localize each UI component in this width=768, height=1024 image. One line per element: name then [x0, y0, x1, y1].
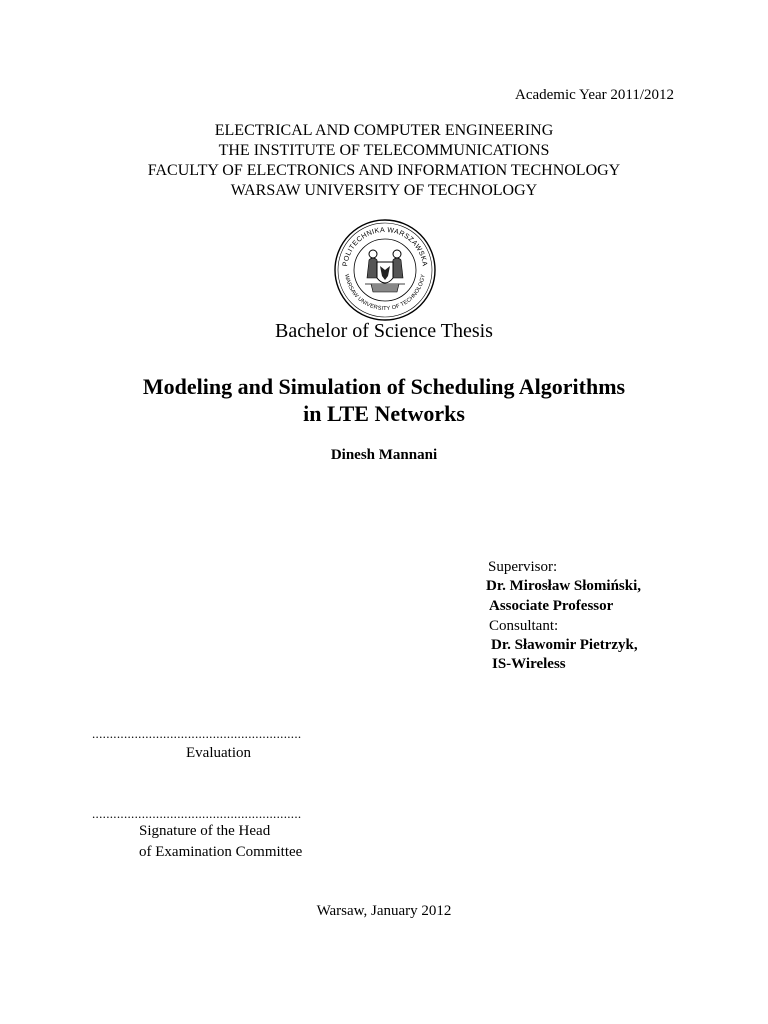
svg-text:WARSAW UNIVERSITY OF TECHNOLOG: WARSAW UNIVERSITY OF TECHNOLOGY [343, 273, 427, 313]
institute-line: THE INSTITUTE OF TELECOMMUNICATIONS [218, 142, 550, 159]
svg-text:POLITECHNIKA WARSZAWSKA: POLITECHNIKA WARSZAWSKA [342, 226, 428, 267]
thesis-title-line1: Modeling and Simulation of Scheduling Algorithms [142, 374, 626, 399]
supervisor-label: Supervisor: [488, 559, 558, 575]
consultant-organization: IS-Wireless [492, 656, 566, 672]
thesis-type: Bachelor of Science Thesis [275, 320, 493, 342]
supervisor-title: Associate Professor [489, 598, 614, 614]
academic-year: Academic Year 2011/2012 [515, 87, 674, 103]
place-and-date: Warsaw, January 2012 [316, 903, 452, 919]
thesis-title-line2: in LTE Networks [303, 401, 465, 426]
signature-label-line2: of Examination Committee [139, 844, 303, 860]
signature-label-line1: Signature of the Head [139, 823, 271, 839]
seal-graphic [333, 218, 437, 322]
evaluation-label: Evaluation [186, 745, 251, 761]
consultant-label: Consultant: [489, 618, 559, 634]
thesis-title [0, 373, 768, 427]
evaluation-dotted-line: ........................................................... [92, 726, 302, 741]
signature-dotted-line: ........................................................... [92, 806, 302, 821]
faculty-line: FACULTY OF ELECTRONICS AND INFORMATION TECHNOLOGY [147, 162, 621, 179]
university-line: WARSAW UNIVERSITY OF TECHNOLOGY [230, 182, 538, 199]
author-name: Dinesh Mannani [330, 447, 438, 463]
university-seal-logo [333, 218, 437, 322]
supervisor-name: Dr. Mirosław Słomiński, [486, 578, 642, 594]
department-line: ELECTRICAL AND COMPUTER ENGINEERING [214, 122, 554, 139]
consultant-name: Dr. Sławomir Pietrzyk, [491, 637, 638, 653]
